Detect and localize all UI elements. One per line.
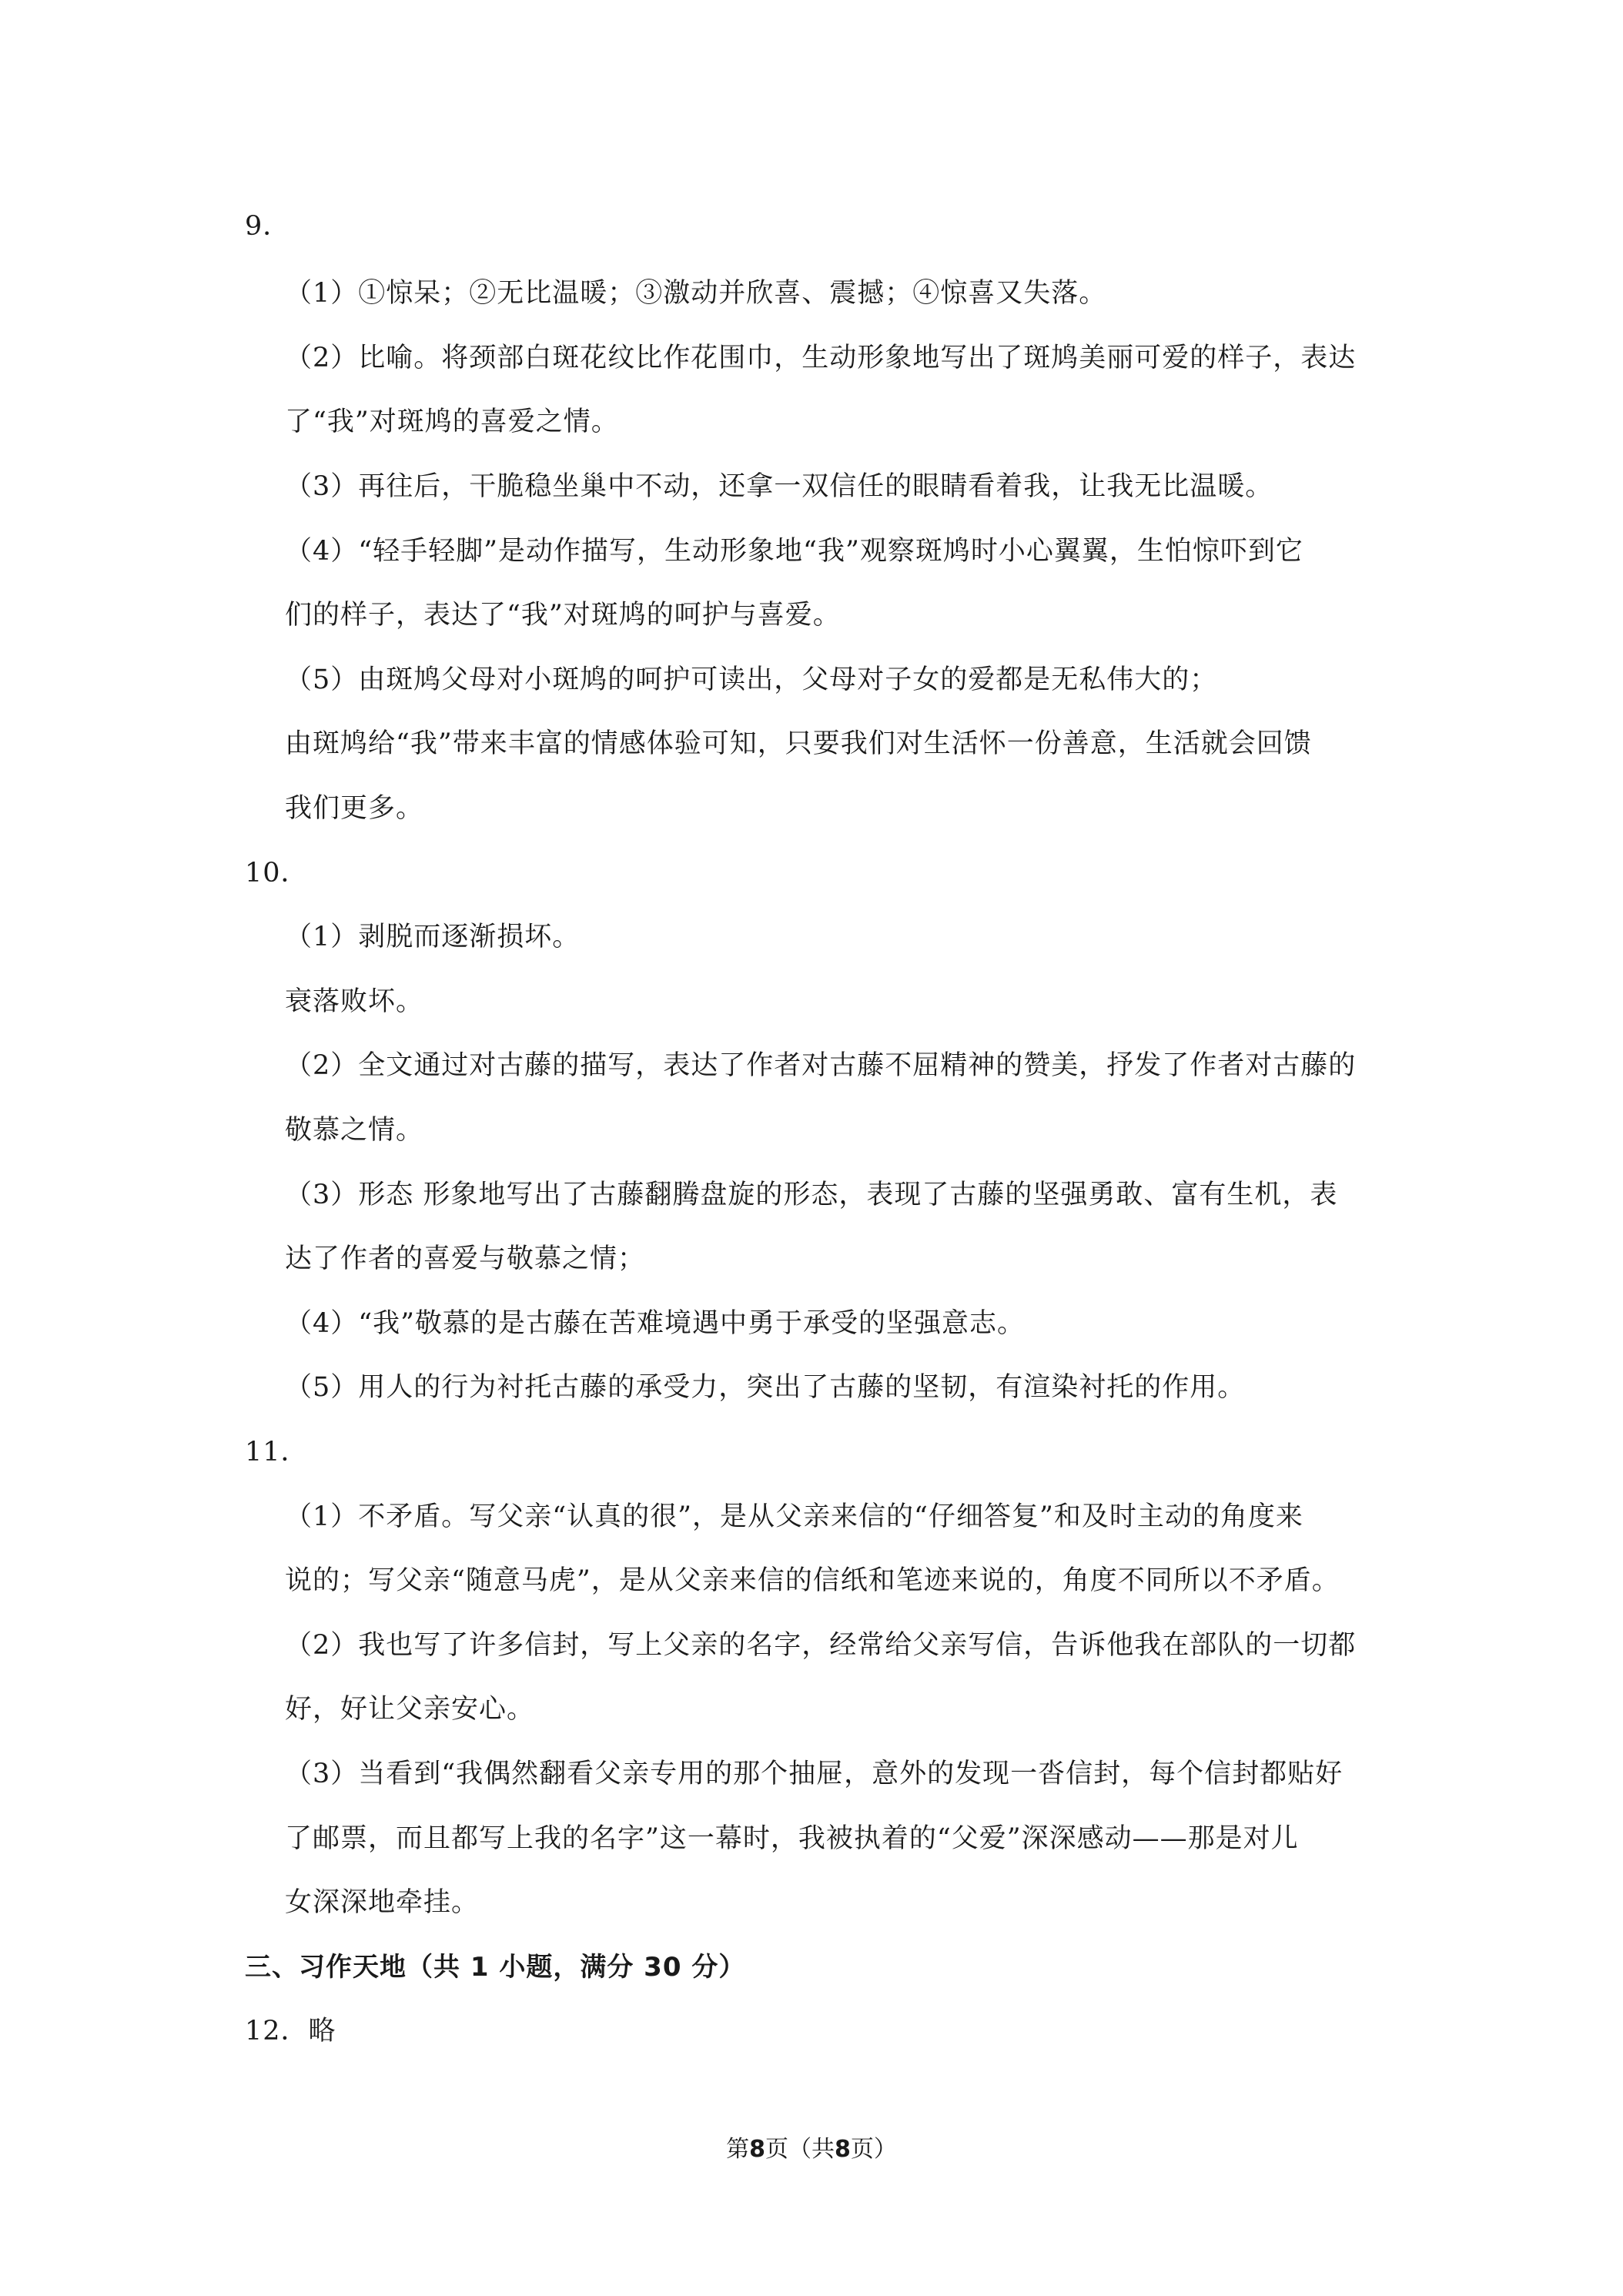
- q9-number: 9．: [245, 211, 291, 242]
- q9-answer-2: （2）比喻。将颈部白斑花纹比作花围巾，生动形象地写出了斑鸠美丽可爱的样子，表达: [285, 343, 1357, 373]
- q11-answer-3: （3）当看到“我偶然翻看父亲专用的那个抽屉，意外的发现一沓信封，每个信封都贴好: [285, 1759, 1344, 1789]
- q11-answer-1: （1）不矛盾。写父亲“认真的很”，是从父亲来信的“仔细答复”和及时主动的角度来: [285, 1501, 1303, 1532]
- q9-answer-5-cont: 由斑鸠给“我”带来丰富的情感体验可知，只要我们对生活怀一份善意，生活就会回馈: [285, 728, 1312, 759]
- q10-answer-2-cont: 敬慕之情。: [285, 1115, 424, 1146]
- q11-answer-2: （2）我也写了许多信封，写上父亲的名字，经常给父亲写信，告诉他我在部队的一切都: [285, 1630, 1357, 1661]
- q9-answer-4-cont: 们的样子，表达了“我”对斑鸠的呵护与喜爱。: [285, 600, 841, 631]
- q10-answer-1: （1）剥脱而逐渐损坏。: [285, 922, 581, 952]
- page-footer: [0, 2134, 1623, 2165]
- q9-answer-4: （4）“轻手轻脚”是动作描写，生动形象地“我”观察斑鸠时小心翼翼，生怕惊吓到它: [285, 536, 1303, 567]
- q11-answer-3-cont: 了邮票，而且都写上我的名字”这一幕时，我被执着的“父爱”深深感动——那是对儿: [285, 1823, 1299, 1854]
- footer-prefix: 第: [726, 2136, 750, 2163]
- q10-number: 10．: [245, 858, 309, 889]
- q11-answer-3-cont2: 女深深地牵挂。: [285, 1887, 480, 1918]
- q10-answer-2: （2）全文通过对古藤的描写，表达了作者对古藤不屈精神的赞美，抒发了作者对古藤的: [285, 1050, 1357, 1081]
- q9-answer-2-cont: 了“我”对斑鸠的喜爱之情。: [285, 407, 619, 437]
- footer-middle: 页（共: [765, 2136, 835, 2163]
- footer-page-number: 8: [749, 2136, 765, 2163]
- footer-suffix: 页）: [850, 2136, 897, 2163]
- q9-answer-3: （3）再往后，干脆稳坐巢中不动，还拿一双信任的眼睛看着我，让我无比温暖。: [285, 471, 1273, 502]
- q9-answer-1: （1）①惊呆；②无比温暖；③激动并欣喜、震撼；④惊喜又失落。: [285, 278, 1107, 309]
- q11-number: 11．: [245, 1437, 309, 1468]
- q10-answer-4: （4）“我”敬慕的是古藤在苦难境遇中勇于承受的坚强意志。: [285, 1308, 1026, 1339]
- section-3-heading: 三、习作天地（共 1 小题，满分 30 分）: [245, 1952, 746, 1983]
- q10-answer-1-cont: 衰落败坏。: [285, 986, 424, 1017]
- q9-answer-5-cont2: 我们更多。: [285, 793, 424, 824]
- q11-answer-2-cont: 好，好让父亲安心。: [285, 1694, 535, 1725]
- q10-answer-3-cont: 达了作者的喜爱与敬慕之情；: [285, 1243, 646, 1274]
- footer-total-pages: 8: [835, 2136, 851, 2163]
- q11-answer-1-cont: 说的；写父亲“随意马虎”，是从父亲来信的信纸和笔迹来说的，角度不同所以不矛盾。: [285, 1565, 1340, 1596]
- q12-answer: 12．略: [245, 2016, 336, 2047]
- q10-answer-3: （3）形态 形象地写出了古藤翻腾盘旋的形态，表现了古藤的坚强勇敢、富有生机，表: [285, 1180, 1338, 1210]
- q10-answer-5: （5）用人的行为衬托古藤的承受力，突出了古藤的坚韧，有渲染衬托的作用。: [285, 1372, 1246, 1403]
- q9-answer-5: （5）由斑鸠父母对小斑鸠的呵护可读出，父母对子女的爱都是无私伟大的；: [285, 664, 1218, 695]
